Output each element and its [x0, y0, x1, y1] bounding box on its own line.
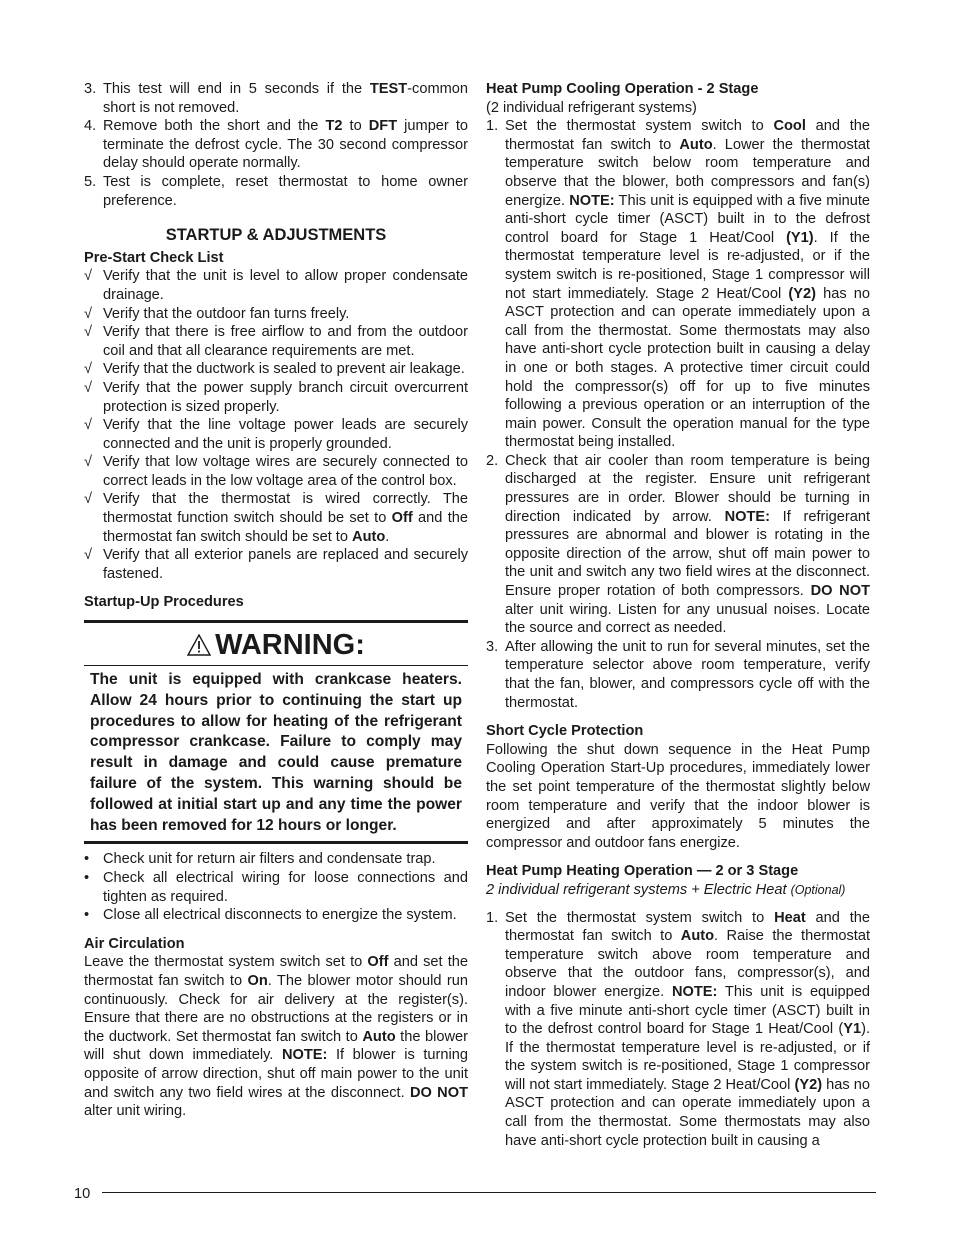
- checklist-item-marker: √: [84, 305, 93, 322]
- text-run: and the thermostat fan switch should be set to: [103, 510, 468, 545]
- text-run: Verify that the outdoor fan turns freely.: [103, 305, 350, 322]
- bold-text: Auto: [679, 136, 713, 153]
- text-run: and the thermostat fan switch to: [505, 909, 870, 945]
- text-run: .: [385, 528, 390, 545]
- text-run: Remove both the short and the: [103, 118, 326, 135]
- heating-subheading-text: 2 individual refrigerant systems + Electric Heat: [486, 881, 787, 898]
- step-number: 3.: [486, 638, 499, 655]
- bold-text: TEST: [369, 81, 408, 97]
- bold-text: Off: [391, 510, 413, 527]
- bold-text: Auto: [680, 928, 715, 945]
- footer-rule: [102, 1192, 876, 1193]
- text-run: and set the thermostat fan switch to: [84, 954, 468, 989]
- numbered-step: [486, 117, 870, 452]
- text-run: . Lower the thermostat temperature switch below room temperature and observe that the blower, both compressors and fan(s) energize.: [505, 136, 870, 209]
- checklist-item: [84, 360, 468, 379]
- bullet-item: [84, 906, 468, 925]
- bold-text: On: [247, 972, 268, 989]
- checklist-item-marker: √: [84, 324, 93, 341]
- numbered-step: [84, 80, 468, 117]
- left-column: [84, 80, 468, 1121]
- text-run: . The blower motor should run continuously. Check for air delivery at the register(s). Ensure that there are no obstructions at the registers or in the ductwork. Set thermostat fan switch to: [84, 972, 468, 1045]
- bold-text: Auto: [362, 1028, 396, 1045]
- text-run: This unit is equipped with a five minute anti-short cycle timer (ASCT) built in to the defrost control board for Stage 1 Heat/Cool: [505, 192, 871, 246]
- heating-steps-list: [486, 909, 870, 1151]
- startup-bullets: [84, 850, 468, 924]
- cooling-heading: Heat Pump Cooling Operation - 2 Stage: [486, 81, 759, 97]
- step-number: 3.: [84, 81, 97, 97]
- text-run: the blower will shut down immediately.: [84, 1028, 468, 1064]
- text-run: Verify that low voltage wires are securely connected to correct leads in the low voltage area of the control box.: [103, 454, 468, 489]
- bullet-item-text: Check unit for return air filters and condensate trap.: [103, 851, 436, 868]
- text-run: Verify that the power supply branch circuit overcurrent protection is sized properly.: [103, 379, 468, 415]
- text-run: has no ASCT protection and can operate immediately upon a call from the thermostat. Some thermostats may also have anti-short cycle protection built in causing a delay in one or both stages. A protective timer circuit could hold the compressor(s) off for up to five minutes following a previous operation or an interruption of the main power. Consult the operation manual for the type thermostat being installed.: [505, 285, 870, 451]
- short-cycle-heading: Short Cycle Protection: [486, 723, 644, 740]
- section-title: STARTUP & ADJUSTMENTS: [165, 226, 387, 245]
- bullet-item-marker: •: [84, 870, 90, 886]
- bold-text: Y1: [843, 1021, 862, 1038]
- cooling-steps-list: [486, 117, 870, 712]
- checklist-item-marker: √: [84, 268, 93, 285]
- short-cycle-text: Following the shut down sequence in the Heat Pump Cooling Operation Start-Up procedures, immediately lower the set point temperature of the thermostat slightly below room temperature and verify that the indoor blower is energized and after approximately 5 minutes the compressor and outdoor fans energize.: [486, 741, 870, 851]
- prestart-checklist: [84, 267, 468, 583]
- text-run: Test is complete, reset thermostat to home owner preference.: [103, 173, 468, 209]
- text-run: This test will end in 5 seconds if the: [103, 81, 370, 97]
- air-circulation-text: [84, 953, 468, 1120]
- bold-text: Heat: [774, 909, 806, 926]
- step-number: 1.: [486, 118, 499, 135]
- text-run: This unit is equipped with a five minute anti-short cycle timer (ASCT) built in to the defrost control board for Stage 1 Heat/Cool (: [505, 983, 870, 1038]
- bold-text: DO NOT: [409, 1084, 468, 1101]
- bold-text: NOTE:: [281, 1047, 328, 1064]
- text-run: Set the thermostat system switch to: [505, 909, 775, 926]
- text-run: After allowing the unit to run for several minutes, set the temperature selector above room temperature, verify that the fan, blower, and compressors cycle off with the thermostat.: [505, 638, 870, 711]
- bullet-item-marker: •: [84, 851, 90, 868]
- text-run: Check that air cooler than room temperature is being discharged at the register. Ensure unit refrigerant pressures are in order. Blower should be turning in direction indicated by arrow.: [505, 452, 870, 525]
- numbered-step: [486, 909, 870, 1151]
- checklist-item-marker: √: [84, 361, 93, 378]
- checklist-item-marker: √: [84, 491, 93, 508]
- cooling-subheading: (2 individual refrigerant systems): [486, 99, 697, 116]
- warning-triangle-icon: [187, 634, 211, 656]
- checklist-item: [84, 323, 468, 360]
- text-run: alter unit wiring. Listen for any unusual noises. Locate the source and correct as needed.: [505, 601, 870, 637]
- bold-text: NOTE:: [671, 983, 718, 1000]
- bold-text: (Y2): [788, 285, 816, 302]
- checklist-item: [84, 379, 468, 416]
- bold-text: Off: [367, 954, 389, 971]
- text-run: has no ASCT protection and can operate immediately upon a call from the thermostat. Some thermostats may also have anti-short cycle protection built in causing a: [505, 1076, 871, 1149]
- startup-heading: Startup-Up Procedures: [84, 594, 244, 611]
- text-run: . If the thermostat temperature level is re-adjusted, or if the system switch is re-positioned, Stage 1 compressor will not start immediately. Stage 2 Heat/Cool: [505, 229, 871, 302]
- test-steps-list: [84, 80, 468, 210]
- text-run: Set the thermostat system switch to: [505, 118, 774, 135]
- step-number: 1.: [486, 909, 499, 926]
- checklist-item-marker: √: [84, 547, 93, 564]
- air-circulation-heading: Air Circulation: [84, 935, 185, 952]
- page-number: 10: [74, 1186, 91, 1202]
- text-run: Verify that there is free airflow to and from the outdoor coil and that all clearance requirements are met.: [103, 324, 468, 359]
- bold-text: (Y1): [786, 229, 814, 246]
- heating-heading: Heat Pump Heating Operation — 2 or 3 Stage: [486, 863, 799, 880]
- warning-text: The unit is equipped with crankcase heaters. Allow 24 hours prior to continuing the start up procedures to allow for heating of the refrigerant compressor crankcase. Failure to comply may result in damage and could cause premature failure of the system. This warning should be followed at initial start up and any time the power has been removed for 12 hours or longer.: [90, 671, 462, 834]
- text-run: -common short is not removed.: [103, 81, 468, 116]
- text-run: Leave the thermostat system switch set to: [84, 954, 368, 971]
- checklist-item: [84, 453, 468, 490]
- numbered-step: [486, 638, 870, 712]
- text-run: If blower is turning opposite of arrow direction, shut off main power to the unit and switch any two field wires at the disconnect.: [84, 1047, 468, 1101]
- warning-box: [84, 620, 468, 844]
- numbered-step: [84, 173, 468, 210]
- text-run: Verify that the thermostat is wired correctly. The thermostat function switch should be set to: [103, 491, 468, 527]
- numbered-step: [84, 117, 468, 173]
- bold-text: NOTE:: [724, 508, 770, 525]
- text-run: ). If the thermostat temperature level is re-adjusted, or if the system switch is re-positioned, Stage 1 compressor will not start immediately. Stage 2 Heat/Cool: [505, 1021, 870, 1093]
- bullet-item: [84, 869, 468, 906]
- bold-text: DFT: [368, 118, 398, 135]
- checklist-item-marker: √: [84, 417, 93, 434]
- numbered-step: [486, 452, 870, 638]
- text-run: . Raise the thermostat temperature switch above room temperature and observe that the outdoor fans, compressor(s), and indoor blower energize.: [505, 928, 871, 1000]
- checklist-item: [84, 546, 468, 583]
- text-run: Verify that the ductwork is sealed to prevent air leakage.: [103, 361, 465, 378]
- step-number: 5.: [84, 173, 97, 190]
- checklist-item: [84, 416, 468, 453]
- text-run: If refrigerant pressures are abnormal and blower is rotating in the opposite direction of the arrow, shut off main power to the unit and switch any two field wires at the disconnect. Ensure proper rotation of both compressors.: [505, 508, 871, 600]
- checklist-item: [84, 305, 468, 324]
- bullet-item-marker: •: [84, 907, 90, 924]
- text-run: Verify that the line voltage power leads are securely connected and the unit is properly grounded.: [103, 417, 468, 452]
- text-run: Verify that the unit is level to allow proper condensate drainage.: [103, 268, 468, 303]
- bold-text: (Y2): [794, 1076, 823, 1093]
- right-column: [486, 80, 870, 1150]
- bullet-item: [84, 850, 468, 869]
- step-number: 2.: [486, 452, 499, 469]
- warning-title: WARNING:: [215, 629, 365, 662]
- bold-text: Cool: [773, 118, 806, 135]
- checklist-item: [84, 267, 468, 304]
- bold-text: T2: [325, 118, 343, 135]
- heating-optional: (Optional): [790, 882, 846, 897]
- bullet-item-text: Close all electrical disconnects to energize the system.: [103, 907, 457, 924]
- heating-subheading: [486, 881, 870, 900]
- text-run: and the thermostat fan switch to: [505, 118, 870, 153]
- text-run: to: [342, 118, 369, 135]
- bold-text: NOTE:: [569, 192, 615, 209]
- checklist-item-marker: √: [84, 379, 93, 396]
- warning-header: [84, 623, 468, 666]
- text-run: jumper to terminate the defrost cycle. The 30 second compressor delay should operate normally.: [103, 118, 469, 172]
- bullet-item-text: Check all electrical wiring for loose connections and tighten as required.: [103, 870, 468, 905]
- bold-text: Auto: [352, 528, 386, 545]
- text-run: Verify that all exterior panels are replaced and securely fastened.: [103, 547, 468, 582]
- checklist-item-marker: √: [84, 454, 93, 471]
- step-number: 4.: [84, 118, 97, 135]
- prestart-heading: Pre-Start Check List: [84, 249, 224, 266]
- bold-text: DO NOT: [810, 583, 870, 600]
- checklist-item: [84, 490, 468, 546]
- text-run: alter unit wiring.: [84, 1103, 187, 1120]
